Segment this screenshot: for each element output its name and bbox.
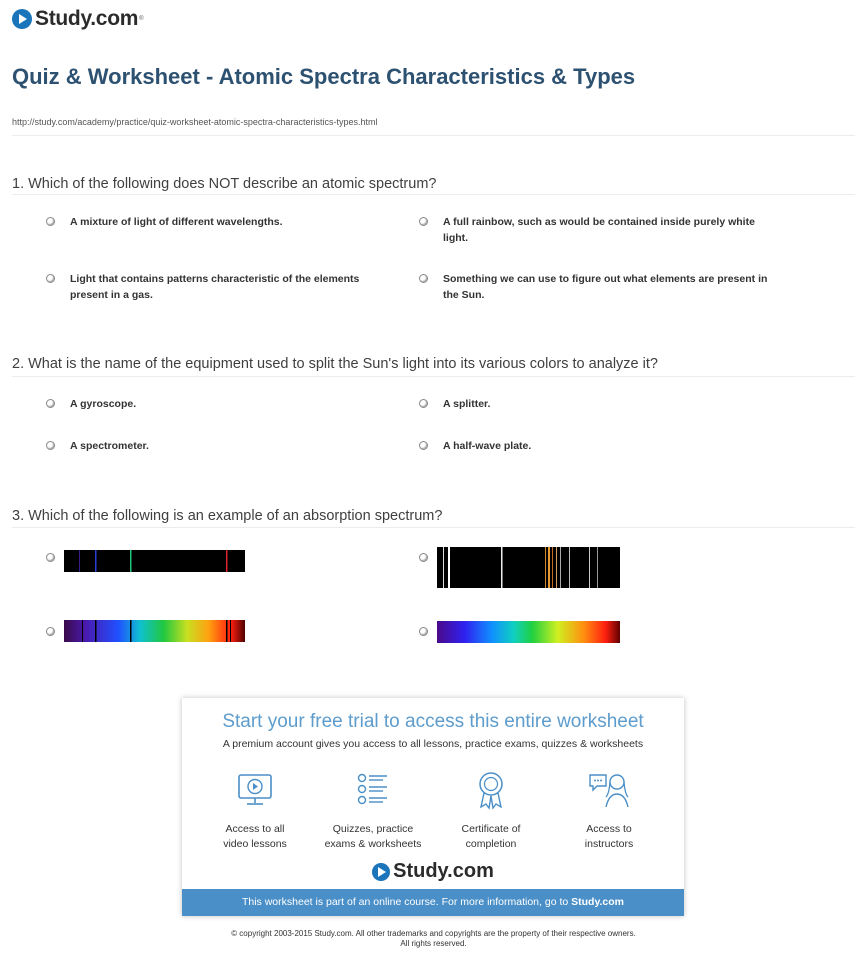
emission-spectrum-image-2 — [437, 547, 620, 588]
answer-label: A spectrometer. — [70, 440, 149, 452]
copyright-footer — [0, 929, 867, 949]
radio-button[interactable] — [419, 217, 428, 226]
answer-label: A gyroscope. — [70, 398, 137, 410]
video-lesson-icon — [235, 770, 275, 810]
answer-label: A half-wave plate. — [443, 440, 532, 452]
answer-label: A full rainbow, such as would be contained inside purely white light. — [443, 216, 755, 244]
play-icon — [12, 9, 32, 29]
feature-label: Certificate of completion — [461, 823, 521, 850]
answer-label: Something we can use to figure out what elements are present in the Sun. — [443, 273, 768, 301]
radio-button[interactable] — [46, 274, 55, 283]
answer-option[interactable] — [419, 214, 779, 246]
question-3-text: 3. Which of the following is an example of an absorption spectrum? — [12, 508, 443, 524]
answer-option[interactable] — [419, 438, 531, 454]
promo-study-logo[interactable] — [182, 860, 684, 883]
answer-option[interactable] — [419, 624, 428, 636]
answer-label: A splitter. — [443, 398, 491, 410]
radio-button[interactable] — [46, 553, 55, 562]
feature-label: Access to instructors — [584, 823, 634, 850]
play-icon — [372, 863, 390, 881]
radio-button[interactable] — [419, 553, 428, 562]
divider — [12, 527, 855, 528]
radio-button[interactable] — [419, 274, 428, 283]
divider — [12, 376, 855, 377]
divider — [12, 194, 855, 195]
instructor-chat-icon — [587, 770, 631, 810]
answer-option[interactable] — [46, 624, 55, 636]
answer-label: A mixture of light of different wavelengths. — [70, 216, 283, 228]
feature-quizzes — [313, 770, 433, 852]
answer-option[interactable] — [46, 396, 136, 412]
answer-option[interactable] — [419, 271, 779, 303]
copyright-line: © copyright 2003-2015 Study.com. All other trademarks and copyrights are the property of their respective owners. — [231, 929, 636, 938]
rights-line: All rights reserved. — [400, 939, 467, 948]
absorption-spectrum-image — [64, 620, 245, 642]
study-logo[interactable] — [12, 7, 144, 31]
radio-button[interactable] — [46, 441, 55, 450]
page-url[interactable]: http://study.com/academy/practice/quiz-worksheet-atomic-spectra-characteristics-types.html — [12, 117, 378, 127]
brand-name: Study.com — [393, 860, 494, 882]
answer-option[interactable] — [46, 438, 149, 454]
answer-option[interactable] — [419, 396, 490, 412]
bar-text: This worksheet is part of an online course. For more information, go to — [241, 896, 572, 908]
page-title: Quiz & Worksheet - Atomic Spectra Characteristics & Types — [12, 64, 636, 89]
radio-button[interactable] — [46, 217, 55, 226]
question-2-text: 2. What is the name of the equipment used to split the Sun's light into its various colors to analyze it? — [12, 356, 658, 372]
radio-button[interactable] — [419, 627, 428, 636]
emission-spectrum-image-1 — [64, 550, 245, 572]
feature-label: Access to all video lessons — [223, 823, 287, 850]
radio-button[interactable] — [419, 399, 428, 408]
quiz-list-icon — [353, 770, 393, 810]
promo-title[interactable]: Start your free trial to access this entire worksheet — [222, 711, 644, 732]
answer-label: Light that contains patterns characteristic of the elements present in a gas. — [70, 273, 360, 301]
answer-option[interactable] — [419, 550, 428, 562]
radio-button[interactable] — [419, 441, 428, 450]
study-link[interactable]: Study.com — [571, 896, 625, 908]
course-info-bar — [182, 889, 684, 916]
answer-option[interactable] — [46, 214, 366, 230]
promo-subtitle: A premium account gives you access to all lessons, practice exams, quizzes & worksheets — [222, 738, 644, 750]
radio-button[interactable] — [46, 627, 55, 636]
answer-option[interactable] — [46, 550, 55, 562]
answer-option[interactable] — [46, 271, 386, 303]
feature-video-lessons — [195, 770, 315, 852]
trademark: ® — [139, 16, 144, 22]
feature-certificate — [431, 770, 551, 852]
divider — [12, 135, 855, 136]
certificate-ribbon-icon — [471, 770, 511, 810]
premium-promo-box — [182, 698, 684, 916]
brand-name: Study.com — [35, 7, 139, 30]
question-1-text: 1. Which of the following does NOT describe an atomic spectrum? — [12, 176, 437, 192]
radio-button[interactable] — [46, 399, 55, 408]
feature-label: Quizzes, practice exams & worksheets — [324, 823, 422, 850]
feature-instructors — [549, 770, 669, 852]
continuous-spectrum-image — [437, 621, 620, 643]
